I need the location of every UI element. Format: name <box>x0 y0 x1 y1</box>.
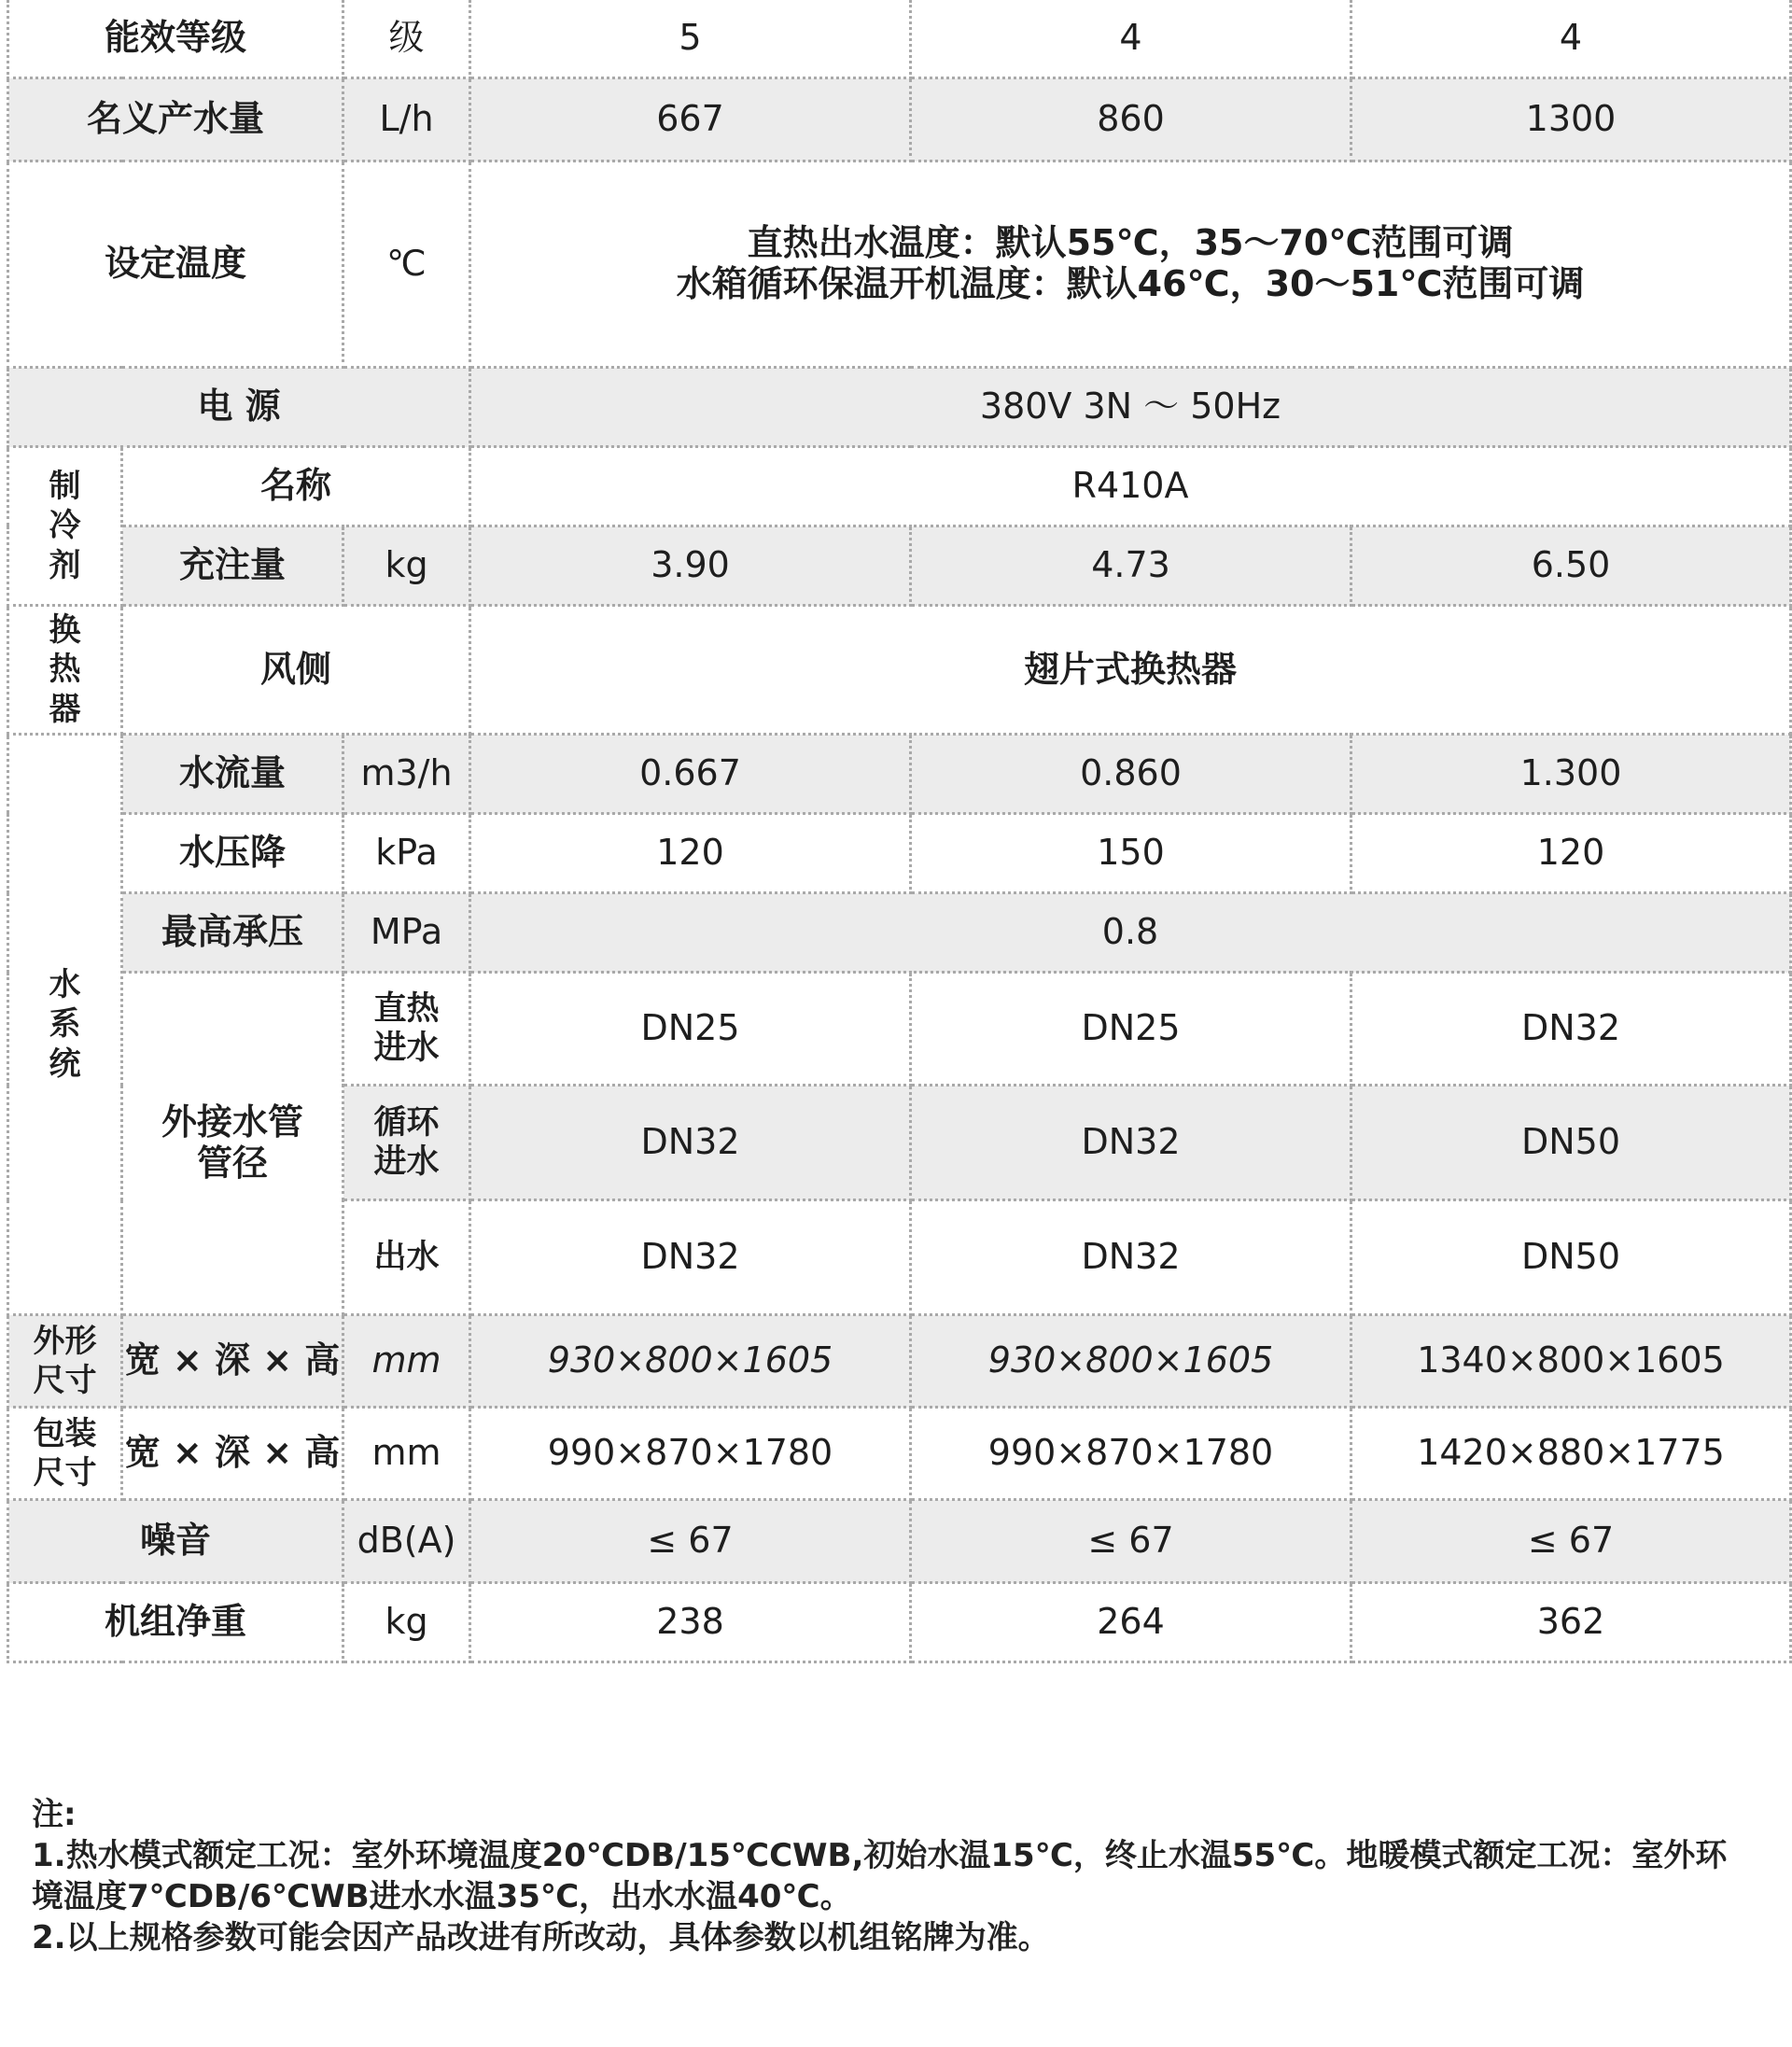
row-set-temp <box>8 161 1791 368</box>
refrigerant-charge-value: 4.73 <box>911 526 1351 606</box>
row-heat-exchanger <box>8 606 1791 735</box>
outer-size-label: 宽 × 深 × 高 <box>122 1315 343 1408</box>
refrigerant-charge-unit: kg <box>343 526 470 606</box>
package-size-value: 990×870×1780 <box>911 1408 1351 1500</box>
noise-value: ≤ 67 <box>470 1500 911 1583</box>
pipe-label: 外接水管 管径 <box>122 973 343 1315</box>
outer-size-unit: mm <box>343 1315 470 1408</box>
pipe-direct-in-label: 直热 进水 <box>343 973 470 1086</box>
row-max-pressure <box>8 893 1791 973</box>
pipe-cycle-in-label: 循环 进水 <box>343 1086 470 1200</box>
note-line: 2.以上规格参数可能会因产品改进有所改动，具体参数以机组铭牌为准。 <box>32 1919 1050 1956</box>
pipe-outlet-value: DN50 <box>1351 1200 1791 1315</box>
outer-size-value: 1340×800×1605 <box>1351 1315 1791 1408</box>
efficiency-value: 5 <box>470 0 911 78</box>
outer-size-group: 外形 尺寸 <box>8 1315 122 1408</box>
water-output-value: 1300 <box>1351 78 1791 161</box>
pipe-outlet-value: DN32 <box>911 1200 1351 1315</box>
water-output-value: 667 <box>470 78 911 161</box>
pipe-cycle-in-value: DN32 <box>470 1086 911 1200</box>
package-size-label: 宽 × 深 × 高 <box>122 1408 343 1500</box>
pipe-direct-in-value: DN25 <box>911 973 1351 1086</box>
pressure-drop-value: 120 <box>470 814 911 893</box>
pipe-cycle-in-value: DN50 <box>1351 1086 1791 1200</box>
power-label: 电 源 <box>8 368 470 447</box>
row-power <box>8 368 1791 447</box>
spec-table <box>7 0 1792 1663</box>
set-temp-label: 设定温度 <box>8 161 343 368</box>
pipe-direct-in-value: DN25 <box>470 973 911 1086</box>
noise-value: ≤ 67 <box>1351 1500 1791 1583</box>
noise-label: 噪音 <box>8 1500 343 1583</box>
row-net-weight <box>8 1583 1791 1662</box>
pressure-drop-unit: kPa <box>343 814 470 893</box>
pressure-drop-label: 水压降 <box>122 814 343 893</box>
heat-exchanger-group: 换 热 器 <box>8 606 122 735</box>
water-flow-value: 0.667 <box>470 735 911 814</box>
power-value: 380V 3N ～ 50Hz <box>470 368 1791 447</box>
pressure-drop-value: 150 <box>911 814 1351 893</box>
package-size-value: 1420×880×1775 <box>1351 1408 1791 1500</box>
set-temp-line-2: 水箱循环保温开机温度：默认46℃，30～51℃范围可调 <box>676 263 1585 304</box>
efficiency-unit: 级 <box>343 0 470 78</box>
refrigerant-group: 制 冷 剂 <box>8 447 122 606</box>
water-flow-value: 0.860 <box>911 735 1351 814</box>
refrigerant-charge-value: 6.50 <box>1351 526 1791 606</box>
water-output-unit: L/h <box>343 78 470 161</box>
net-weight-value: 238 <box>470 1583 911 1662</box>
noise-value: ≤ 67 <box>911 1500 1351 1583</box>
note-line: 境温度7℃DB/6℃WB进水水温35℃，出水水温40℃。 <box>32 1878 852 1915</box>
note-line: 1.热水模式额定工况：室外环境温度20℃DB/15℃CWB,初始水温15℃，终止水温55℃。地暖模式额定工况：室外环 <box>32 1837 1728 1874</box>
row-water-flow <box>8 735 1791 814</box>
row-pressure-drop <box>8 814 1791 893</box>
net-weight-unit: kg <box>343 1583 470 1662</box>
pipe-cycle-in-value: DN32 <box>911 1086 1351 1200</box>
pipe-outlet-label: 出水 <box>343 1200 470 1315</box>
max-pressure-unit: MPa <box>343 893 470 973</box>
refrigerant-name-value: R410A <box>470 447 1791 526</box>
water-output-label: 名义产水量 <box>8 78 343 161</box>
water-system-group: 水 系 统 <box>8 735 122 1315</box>
noise-unit: dB(A) <box>343 1500 470 1583</box>
notes-block <box>32 1794 1777 1958</box>
package-size-value: 990×870×1780 <box>470 1408 911 1500</box>
notes-title: 注: <box>32 1796 77 1833</box>
water-flow-unit: m3/h <box>343 735 470 814</box>
package-size-unit: mm <box>343 1408 470 1500</box>
row-refrigerant-charge <box>8 526 1791 606</box>
pressure-drop-value: 120 <box>1351 814 1791 893</box>
net-weight-value: 264 <box>911 1583 1351 1662</box>
row-package-size <box>8 1408 1791 1500</box>
refrigerant-name-label: 名称 <box>122 447 470 526</box>
row-water-output <box>8 78 1791 161</box>
set-temp-line-1: 直热出水温度：默认55℃，35～70℃范围可调 <box>747 222 1514 264</box>
outer-size-value: 930×800×1605 <box>911 1315 1351 1408</box>
row-outer-size <box>8 1315 1791 1408</box>
efficiency-value: 4 <box>911 0 1351 78</box>
row-efficiency <box>8 0 1791 78</box>
heat-exchanger-label: 风侧 <box>122 606 470 735</box>
max-pressure-label: 最高承压 <box>122 893 343 973</box>
row-refrigerant-name <box>8 447 1791 526</box>
set-temp-value <box>470 161 1791 368</box>
net-weight-label: 机组净重 <box>8 1583 343 1662</box>
efficiency-value: 4 <box>1351 0 1791 78</box>
max-pressure-value: 0.8 <box>470 893 1791 973</box>
pipe-outlet-value: DN32 <box>470 1200 911 1315</box>
heat-exchanger-value: 翅片式换热器 <box>470 606 1791 735</box>
water-flow-label: 水流量 <box>122 735 343 814</box>
refrigerant-charge-label: 充注量 <box>122 526 343 606</box>
package-size-group: 包装 尺寸 <box>8 1408 122 1500</box>
water-flow-value: 1.300 <box>1351 735 1791 814</box>
outer-size-value: 930×800×1605 <box>470 1315 911 1408</box>
water-output-value: 860 <box>911 78 1351 161</box>
row-noise <box>8 1500 1791 1583</box>
efficiency-label: 能效等级 <box>8 0 343 78</box>
refrigerant-charge-value: 3.90 <box>470 526 911 606</box>
row-pipe-direct-in <box>8 973 1791 1086</box>
pipe-direct-in-value: DN32 <box>1351 973 1791 1086</box>
net-weight-value: 362 <box>1351 1583 1791 1662</box>
set-temp-unit: ℃ <box>343 161 470 368</box>
